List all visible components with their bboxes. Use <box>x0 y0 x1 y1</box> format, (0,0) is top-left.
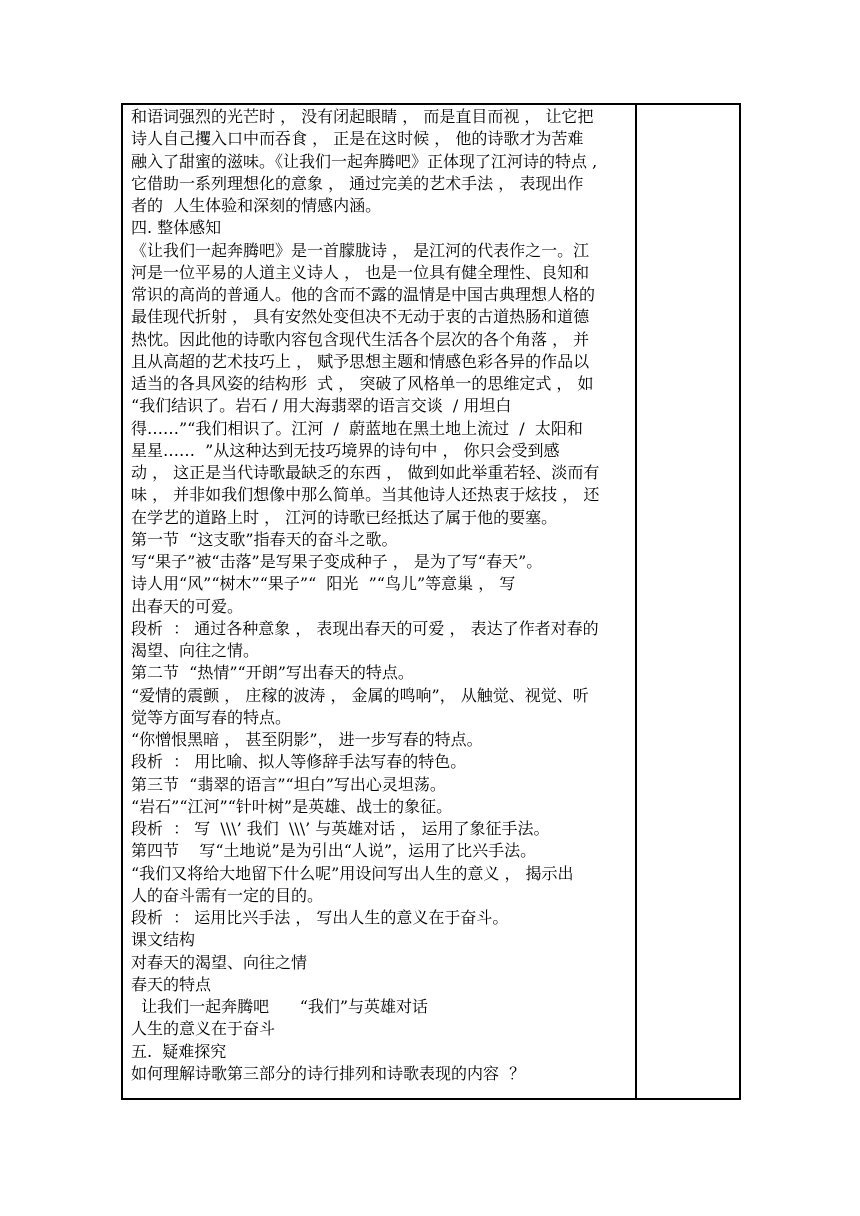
text-line: 者的 人生体验和深刻的情感内涵。 <box>131 196 382 215</box>
text-line: 第四节 写“土地说”是为引出“人说”，运用了比兴手法。 <box>131 841 537 861</box>
text-line: 《让我们一起奔腾吧》是一首朦胧诗 ， 是江河的代表作之一。江 <box>131 240 590 260</box>
text-line: 段析 ： 运用比兴手法 ， 写出人生的意义在于奋斗。 <box>131 908 509 927</box>
text-line: 如何理解诗歌第三部分的诗行排列和诗歌表现的内容 ？ <box>131 1063 526 1083</box>
text-line: “我们又将给大地留下什么呢”用设问写出人生的意义 ， 揭示出 <box>131 863 574 883</box>
text-line: 诗人自己攫入口中而吞食 ， 正是在这时候 ， 他的诗歌才为苦难 <box>131 129 584 149</box>
text-line: 最佳现代折射 ， 具有安然处变但决不无动于衷的古道热肠和道德 <box>131 307 590 327</box>
text-line: 人生的意义在于奋斗 <box>131 1019 276 1039</box>
text-line: 河是一位平易的人道主义诗人 ， 也是一位具有健全理性、良知和 <box>131 262 590 282</box>
text-line: 渴望、向往之情。 <box>131 641 260 660</box>
notes-cell <box>637 105 739 1098</box>
text-line: 融入了甜蜜的滋味。《让我们一起奔腾吧》正体现了江河诗的特点 , <box>131 151 598 171</box>
text-line: “岩石”“江河”“针叶树”是英雄、战士的象征。 <box>131 796 453 816</box>
text-line: 得……”“我们相识了。江河 / 蔚蓝地在黑土地上流过 / 太阳和 <box>131 418 583 438</box>
text-line: “爱情的震颤 ， 庄稼的波涛 ， 金属的鸣响”， 从触觉、视觉、听 <box>131 685 589 705</box>
text-line: 出春天的可爱。 <box>131 596 244 616</box>
text-line: 写“果子”被“击落”是写果子变成种子 ， 是为了写“春天”。 <box>131 552 543 571</box>
text-line: 人的奋斗需有一定的目的。 <box>131 885 324 905</box>
text-line: 第三节 “翡翠的语言”“坦白”写出心灵坦荡。 <box>131 774 446 794</box>
text-line: 段析 ： 用比喻、拟人等修辞手法写春的特色。 <box>131 752 467 772</box>
text-line: 诗人用“风”“树木”“果子”“ 阳光 ”“鸟儿”等意巢 ， 写 <box>131 574 516 594</box>
lesson-table <box>121 103 741 1100</box>
text-line: 第二节 “热情”“开朗”写出春天的特点。 <box>131 663 414 683</box>
text-line: 动 ， 这正是当代诗歌最缺乏的东西 ， 做到如此举重若轻、淡而有 <box>131 463 600 482</box>
text-line: 第一节 “这支歌”指春天的奋斗之歌。 <box>131 529 398 549</box>
text-line: 课文结构 <box>131 930 196 950</box>
text-line: 春天的特点 <box>131 974 212 994</box>
text-line: 星星…… ”从这种达到无技巧境界的诗句中 ， 你只会受到感 <box>131 440 560 460</box>
text-line: 段析 ： 通过各种意象 ， 表现出春天的可爱 ， 表达了作者对春的 <box>131 618 599 638</box>
text-line: 热忱。因此他的诗歌内容包含现代生活各个层次的各个角落 ， 并 <box>131 329 590 349</box>
section-heading: 四. 整体感知 <box>131 218 222 238</box>
text-line: 适当的各具风姿的结构形 式 ， 突破了风格单一的思维定式 ， 如 <box>131 374 594 393</box>
text-line: 它借助一系列理想化的意象 ， 通过完美的艺术手法 ， 表现出作 <box>131 173 584 193</box>
text-line: 味 ， 并非如我们想像中那么简单。当其他诗人还热衷于炫技 ， 还 <box>131 485 600 505</box>
text-line: 让我们一起奔腾吧 “我们”与英雄对话 <box>131 997 429 1016</box>
section-heading: 五. 疑难探究 <box>131 1041 227 1061</box>
text-line: “我们结识了。岩石 / 用大海翡翠的语言交谈 / 用坦白 <box>131 396 512 416</box>
text-line: 段析 ： 写 \\\’ 我们 \\\’ 与英雄对话 ， 运用了象征手法。 <box>131 819 550 838</box>
text-line: “你憎恨黑暗 ， 甚至阴影”， 进一步写春的特点。 <box>131 730 483 749</box>
text-line: 且从高超的艺术技巧上 ， 赋予思想主题和情感色彩各异的作品以 <box>131 351 590 371</box>
text-line: 对春天的渴望、向往之情 <box>131 952 308 972</box>
text-line: 和语词强烈的光芒时 ， 没有闭起眼睛 ， 而是直目而视 ， 让它把 <box>131 107 594 126</box>
text-line: 常识的高尚的普通人。他的含而不露的温情是中国古典理想人格的 <box>131 285 596 304</box>
text-line: 在学艺的道路上时 ， 江河的诗歌已经抵达了属于他的要塞。 <box>131 507 558 527</box>
text-line: 觉等方面写春的特点。 <box>131 707 292 727</box>
content-cell <box>131 106 629 1085</box>
